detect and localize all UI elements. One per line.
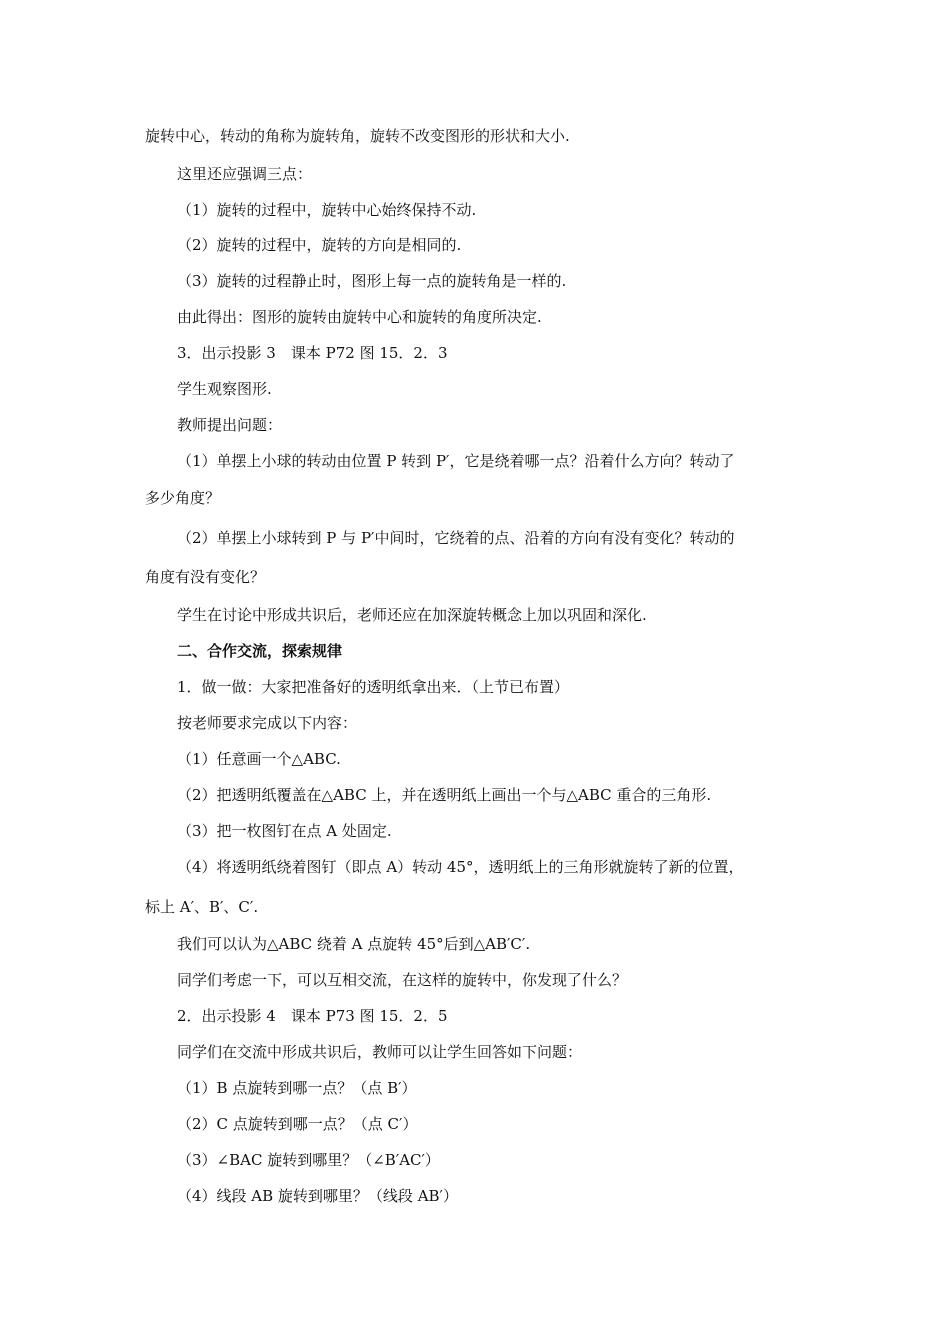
list-item: （3）把一枚图钉在点 A 处固定. [177, 822, 392, 840]
body-line: 我们可以认为△ABC 绕着 A 点旋转 45°后到△AB′C′. [177, 935, 531, 953]
list-item: （2）旋转的过程中，旋转的方向是相同的. [177, 236, 462, 254]
body-line: 标上 A′、B′、C′. [145, 898, 259, 916]
list-item: （2）把透明纸覆盖在△ABC 上，并在透明纸上画出一个与△ABC 重合的三角形. [177, 786, 712, 804]
body-line: 按老师要求完成以下内容： [177, 714, 358, 732]
list-item: （1）B 点旋转到哪一点？（点 B′） [177, 1079, 417, 1097]
body-line: 多少角度？ [145, 489, 221, 507]
list-item: （4）线段 AB 旋转到哪里？（线段 AB′） [177, 1187, 458, 1205]
list-item: （1）任意画一个△ABC. [177, 750, 341, 768]
body-line: 学生观察图形. [177, 380, 272, 398]
list-item: （4）将透明纸绕着图钉（即点 A）转动 45°，透明纸上的三角形就旋转了新的位置， [177, 858, 744, 876]
body-line: 角度有没有变化？ [145, 568, 266, 586]
list-item: （1）单摆上小球的转动由位置 P 转到 P′，它是绕着哪一点？沿着什么方向？转动了 [177, 452, 735, 470]
body-line: 学生在讨论中形成共识后，老师还应在加深旋转概念上加以巩固和深化. [177, 606, 647, 624]
body-line: 教师提出问题： [177, 416, 283, 434]
list-item: （1）旋转的过程中，旋转中心始终保持不动. [177, 201, 477, 219]
list-item: （2）C 点旋转到哪一点？（点 C′） [177, 1115, 418, 1133]
body-line: 这里还应强调三点： [177, 165, 313, 183]
body-line: 由此得出：图形的旋转由旋转中心和旋转的角度所决定. [177, 308, 542, 326]
section-heading: 二、合作交流，探索规律 [177, 642, 343, 660]
list-item: （2）单摆上小球转到 P 与 P′中间时，它绕着的点、沿着的方向有没有变化？转动的 [177, 529, 735, 547]
list-item: （3）∠BAC 旋转到哪里？（∠B′AC′） [177, 1151, 440, 1169]
body-line: 同学们考虑一下，可以互相交流，在这样的旋转中，你发现了什么？ [177, 971, 628, 989]
list-item: （3）旋转的过程静止时，图形上每一点的旋转角是一样的. [177, 272, 567, 290]
body-line: 1．做一做：大家把准备好的透明纸拿出来．（上节已布置） [177, 678, 570, 696]
body-line: 3．出示投影 3 课本 P72 图 15．2．3 [177, 344, 448, 362]
body-line: 2．出示投影 4 课本 P73 图 15．2．5 [177, 1007, 448, 1025]
body-line: 同学们在交流中形成共识后，教师可以让学生回答如下问题： [177, 1043, 583, 1061]
body-line: 旋转中心，转动的角称为旋转角，旋转不改变图形的形状和大小. [145, 127, 570, 145]
